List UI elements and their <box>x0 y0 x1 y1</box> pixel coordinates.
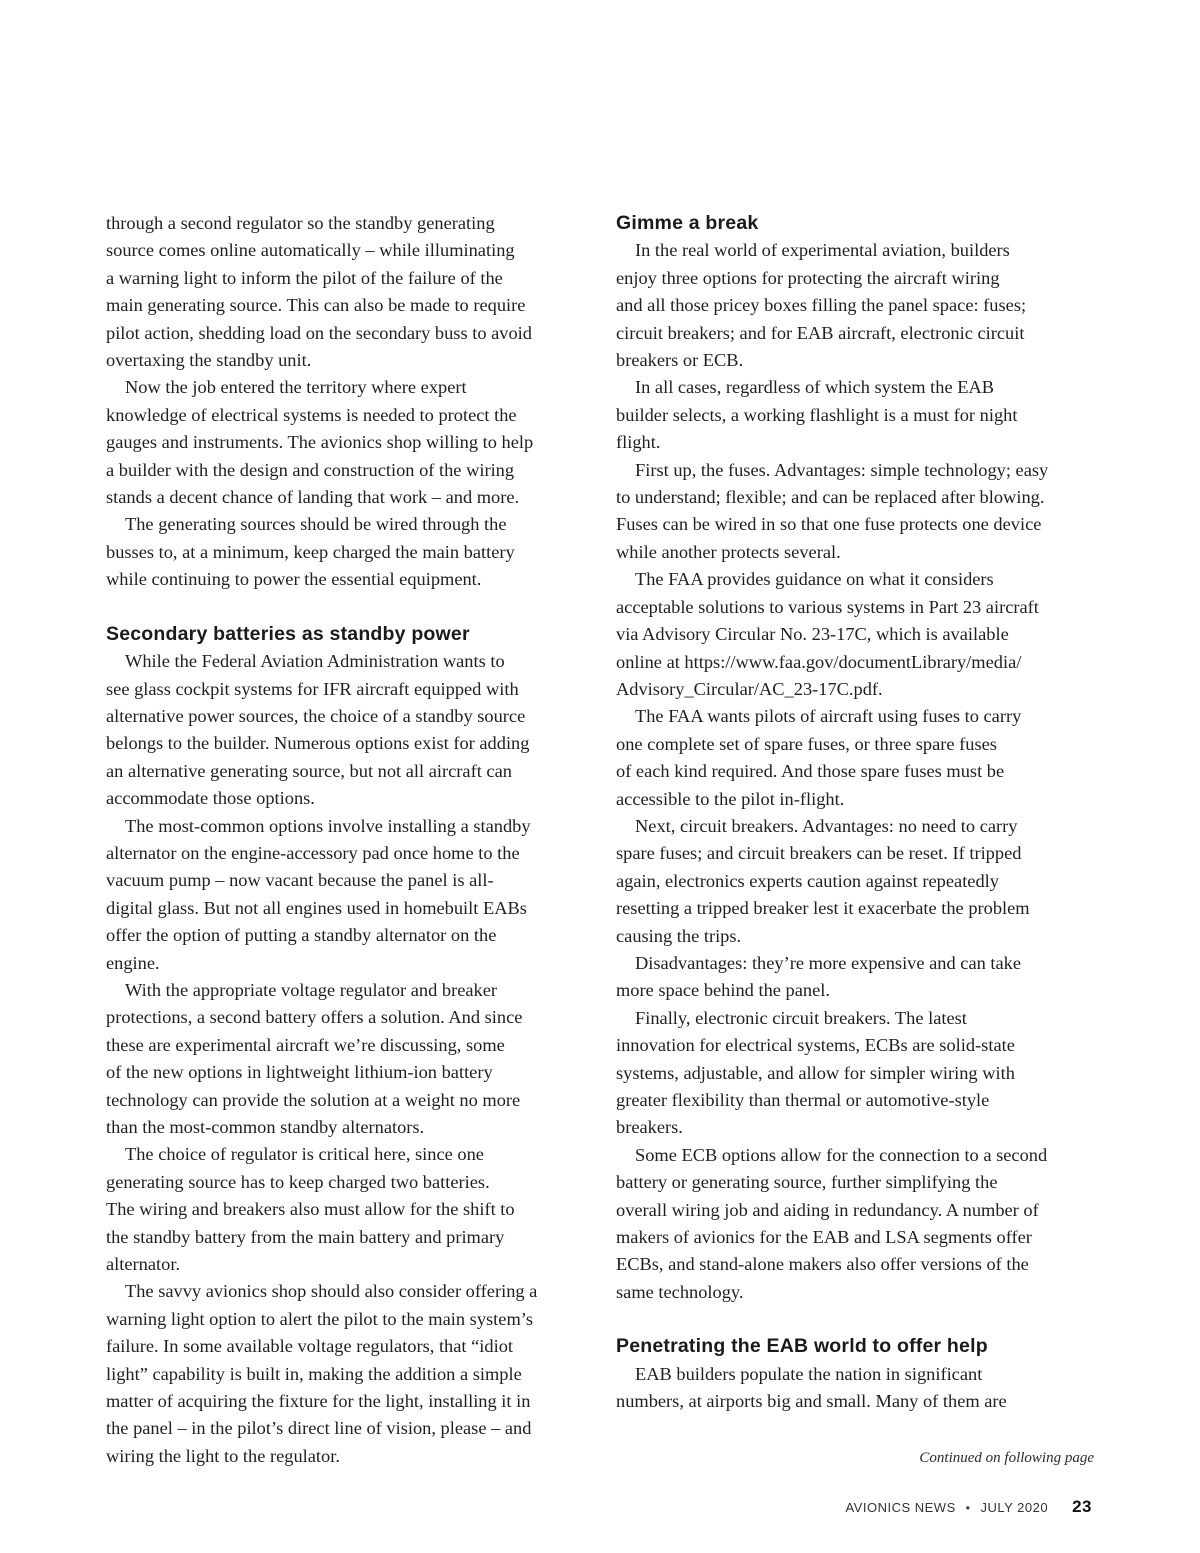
section-heading: Penetrating the EAB world to offer help <box>616 1335 988 1358</box>
issue-date: JULY 2020 <box>980 1500 1049 1515</box>
paragraph: Next, circuit breakers. Advantages: no need to carry spare fuses; and circuit breakers can be reset. If tripped again, electronics experts caution against repeatedly resetting a tripped breaker lest it exacerbate the problem causing the trips. <box>616 815 1030 946</box>
section-heading: Secondary batteries as standby power <box>106 622 470 645</box>
paragraph: First up, the fuses. Advantages: simple technology; easy to understand; flexible; and can be replaced after blowing. Fuses can be wired in so that one fuse protects one device while another protects several. <box>616 459 1049 562</box>
paragraph: Finally, electronic circuit breakers. The latest innovation for electrical systems, ECBs are solid-state systems, adjustable, and allow for simpler wiring with greater flexibility than thermal or automotive-style breakers. <box>616 1007 1015 1138</box>
continued-note: Continued on following page <box>919 1450 1094 1466</box>
paragraph: With the appropriate voltage regulator and breaker protections, a second battery offers a solution. And since these are experimental aircraft we’re discussing, some of the new options in lightweight lithium-ion battery technology can provide the solution at a weight no more than the most-common standby alternators. <box>106 979 523 1137</box>
paragraph: through a second regulator so the standby generating source comes online automatically – while illuminating a warning light to inform the pilot of the failure of the main generating source. This can also be made to require pilot action, shedding load on the secondary buss to avoid overtaxing the standby unit. <box>106 213 532 371</box>
paragraph: In all cases, regardless of which system the EAB builder selects, a working flashlight is a must for night flight. <box>616 377 1018 453</box>
paragraph: The FAA wants pilots of aircraft using fuses to carry one complete set of spare fuses, or three spare fuses of each kind required. And those spare fuses must be accessible to the pilot in-flight. <box>616 706 1022 809</box>
paragraph: While the Federal Aviation Administration wants to see glass cockpit systems for IFR aircraft equipped with alternative power sources, the choice of a standby source belongs to the builder. Numerous options exist for adding an alternative generating source, but not all aircraft can accommodate those options. <box>106 651 530 809</box>
page-footer <box>845 1497 1092 1517</box>
footer-separator: • <box>965 1501 971 1515</box>
paragraph: Now the job entered the territory where expert knowledge of electrical systems is needed to protect the gauges and instruments. The avionics shop willing to help a builder with the design and construction of the wiring stands a decent chance of landing that work – and more. <box>106 377 534 508</box>
paragraph: Disadvantages: they’re more expensive and can take more space behind the panel. <box>616 952 1022 1001</box>
paragraph: EAB builders populate the nation in significant numbers, at airports big and small. Many of them are <box>616 1363 1007 1412</box>
paragraph: The most-common options involve installing a standby alternator on the engine-accessory pad once home to the vacuum pump – now vacant because the panel is all- digital glass. But not all engines used in homebuilt EABs offer the option of putting a standby alternator on the engine. <box>106 815 531 973</box>
section-heading: Gimme a break <box>616 212 759 234</box>
left-column <box>106 210 584 1470</box>
paragraph: In the real world of experimental aviation, builders enjoy three options for protecting the aircraft wiring and all those pricey boxes filling the panel space: fuses; circuit breakers; and for EAB aircraft, electronic circuit breakers or ECB. <box>616 240 1027 371</box>
paragraph: The savvy avionics shop should also consider offering a warning light option to alert the pilot to the main system’s failure. In some available voltage regulators, that “idiot light” capability is built in, making the addition a simple matter of acquiring the fixture for the light, installing it in the panel – in the pilot’s direct line of vision, please – and wiring the light to the regulator. <box>106 1281 538 1466</box>
page-number: 23 <box>1072 1497 1092 1516</box>
paragraph: The generating sources should be wired through the busses to, at a minimum, keep charged the main battery while continuing to power the essential equipment. <box>106 514 515 590</box>
publication-name: AVIONICS NEWS <box>845 1500 956 1515</box>
paragraph: The FAA provides guidance on what it considers acceptable solutions to various systems in Part 23 aircraft via Advisory Circular No. 23-17C, which is available online at https://www.faa.gov/documentLibrary/media/ Advisory_Circular/AC_23-17C.pdf. <box>616 569 1039 699</box>
paragraph: The choice of regulator is critical here, since one generating source has to keep charged two batteries. The wiring and breakers also must allow for the shift to the standby battery from the main battery and primary alternator. <box>106 1144 515 1275</box>
right-column <box>616 210 1098 1415</box>
paragraph: Some ECB options allow for the connection to a second battery or generating source, further simplifying the overall wiring job and aiding in redundancy. A number of makers of avionics for the EAB and LSA segments offer ECBs, and stand-alone makers also offer versions of the same technology. <box>616 1144 1048 1302</box>
